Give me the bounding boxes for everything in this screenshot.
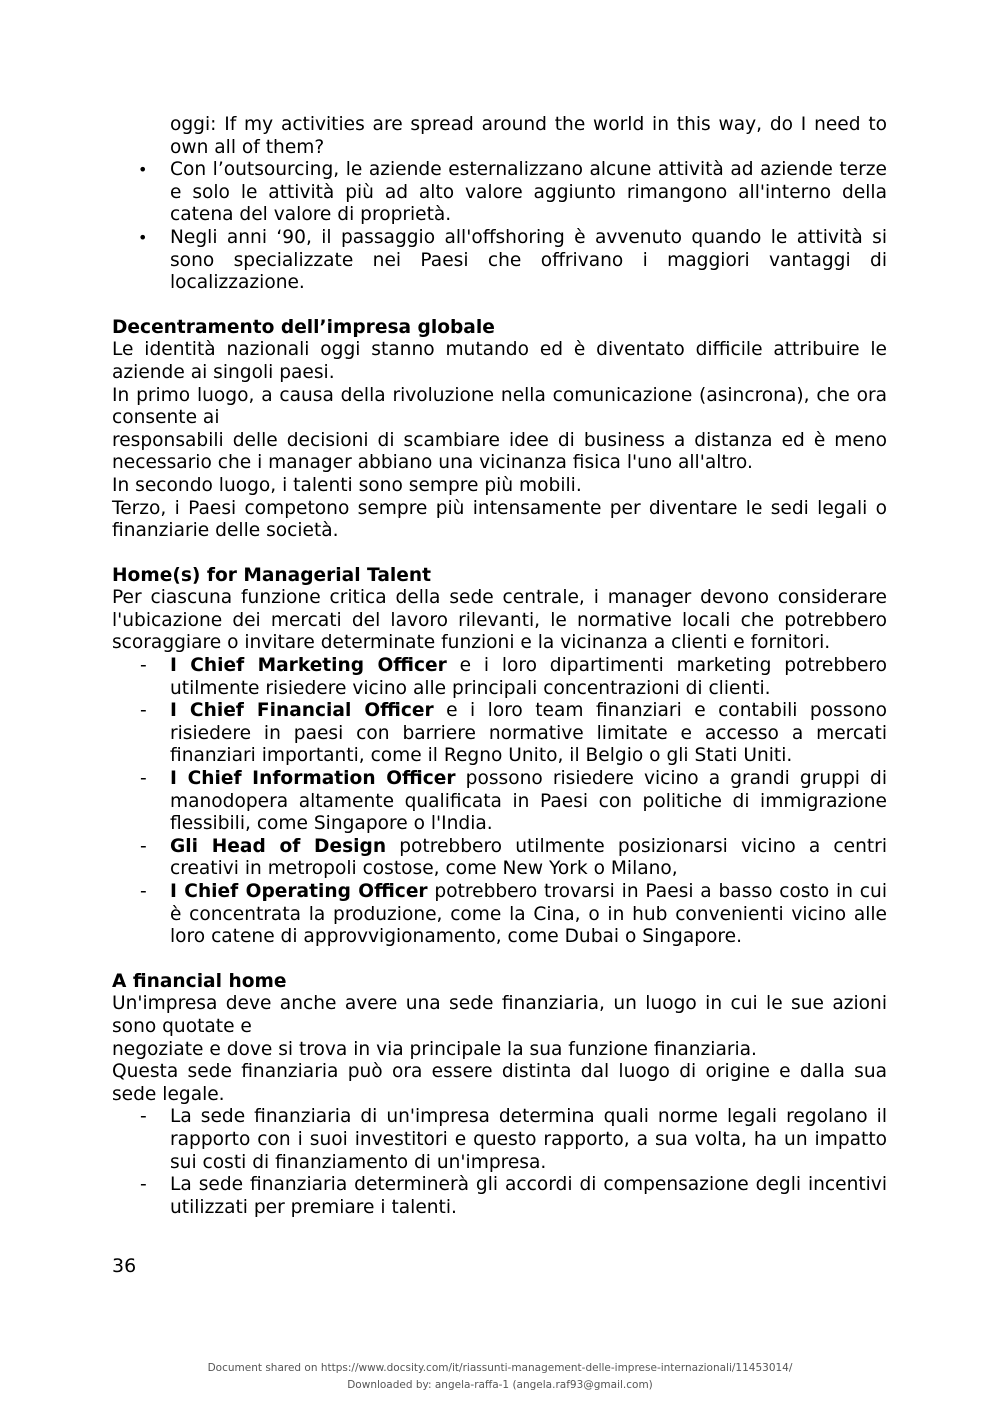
dash-icon: - bbox=[140, 655, 147, 677]
paragraph: Le identità nazionali oggi stanno mutando ed è diventato difficile attribuire le aziende ai singoli paesi. bbox=[112, 339, 887, 383]
dash-icon: - bbox=[140, 835, 147, 857]
list-item bbox=[112, 227, 887, 295]
list-item-text: e i loro dipartimenti marketing potrebbero utilmente risiedere vicino alle principali concentrazioni di clienti. bbox=[170, 655, 887, 699]
intro-bullet-list bbox=[112, 159, 887, 295]
download-footer bbox=[0, 1360, 1000, 1394]
section-heading-managerial-talent: Home(s) for Managerial Talent bbox=[112, 564, 431, 586]
list-item bbox=[112, 836, 887, 881]
section-heading-decentramento: Decentramento dell’impresa globale bbox=[112, 316, 495, 338]
page-number: 36 bbox=[112, 1255, 137, 1277]
managerial-dash-list bbox=[112, 655, 887, 949]
list-item-text: possono risiedere vicino a grandi gruppi di manodopera altamente qualificata in Paesi con politiche di immigrazione flessibili, come Singapore o l'India. bbox=[170, 768, 887, 835]
list-item-text: La sede finanziaria di un'impresa determina quali norme legali regolano il rapporto con i suoi investitori e questo rapporto, a sua volta, ha un impatto sui costi di finanziamento di un'impresa. bbox=[170, 1106, 887, 1173]
list-item-text: Con l’outsourcing, le aziende esternalizzano alcune attività ad aziende terze e solo le attività più ad alto valore aggiunto rimangono all'interno della catena del valore di proprietà. bbox=[170, 159, 887, 226]
list-item bbox=[112, 1106, 887, 1174]
list-item bbox=[112, 159, 887, 227]
list-item-text: La sede finanziaria determinerà gli accordi di compensazione degli incentivi utilizzati per premiare i talenti. bbox=[170, 1174, 887, 1218]
list-item bbox=[112, 655, 887, 700]
role-name: Gli Head of Design bbox=[170, 835, 387, 857]
dash-icon: - bbox=[140, 1106, 147, 1128]
financial-dash-list bbox=[112, 1106, 887, 1219]
bullet-icon: • bbox=[138, 227, 148, 247]
paragraph: In secondo luogo, i talenti sono sempre più mobili. bbox=[112, 474, 582, 496]
list-item bbox=[112, 1174, 887, 1219]
dash-icon: - bbox=[140, 1174, 147, 1196]
downloaded-by-text: Downloaded by: angela-raffa-1 (angela.raf93@gmail.com) bbox=[347, 1379, 653, 1391]
paragraph: negoziate e dove si trova in via principale la sua funzione finanziaria. bbox=[112, 1038, 757, 1060]
dash-icon: - bbox=[140, 881, 147, 902]
role-name: I Chief Information Officer bbox=[170, 768, 456, 790]
continuation-text: oggi: If my activities are spread around the world in this way, do I need to own all of them? bbox=[170, 114, 887, 158]
role-name: I Chief Financial Officer bbox=[170, 700, 434, 722]
list-item-text: potrebbero trovarsi in Paesi a basso costo in cui è concentrata la produzione, come la Cina, o in hub convenienti vicino alle loro catene di approvvigionamento, come Dubai o Singapore. bbox=[170, 881, 887, 948]
role-name: I Chief Operating Officer bbox=[170, 881, 428, 902]
section-heading-financial-home: A financial home bbox=[112, 970, 287, 992]
list-item bbox=[112, 881, 887, 949]
paragraph: responsabili delle decisioni di scambiare idee di business a distanza ed è meno necessario che i manager abbiano una vicinanza fisica l'uno all'altro. bbox=[112, 429, 887, 474]
list-item-text: potrebbero utilmente posizionarsi vicino a centri creativi in metropoli costose, come New York o Milano, bbox=[170, 835, 887, 880]
paragraph: In primo luogo, a causa della rivoluzione nella comunicazione (asincrona), che ora consente ai bbox=[112, 384, 887, 429]
dash-icon: - bbox=[140, 768, 147, 790]
document-page bbox=[112, 114, 887, 1219]
role-name: I Chief Marketing Officer bbox=[170, 655, 447, 677]
paragraph: Terzo, i Paesi competono sempre più intensamente per diventare le sedi legali o finanziarie delle società. bbox=[112, 497, 887, 542]
list-item bbox=[112, 700, 887, 768]
paragraph: Questa sede finanziaria può ora essere distinta dal luogo di origine e dalla sua sede legale. bbox=[112, 1061, 887, 1105]
shared-link-text: Document shared on https://www.docsity.com/it/riassunti-management-delle-imprese-internazionali/11453014/ bbox=[207, 1362, 793, 1374]
paragraph: Un'impresa deve anche avere una sede finanziaria, un luogo in cui le sue azioni sono quotate e bbox=[112, 993, 887, 1037]
paragraph: Per ciascuna funzione critica della sede centrale, i manager devono considerare l'ubicazione dei mercati del lavoro rilevanti, le normative locali che potrebbero scoraggiare o invitare determinate funzioni e la vicinanza a clienti e fornitori. bbox=[112, 587, 887, 654]
list-item bbox=[112, 768, 887, 836]
bullet-icon: • bbox=[138, 160, 148, 180]
dash-icon: - bbox=[140, 700, 147, 722]
list-item-text: Negli anni ‘90, il passaggio all'offshoring è avvenuto quando le attività si sono specializzate nei Paesi che offrivano i maggiori vantaggi di localizzazione. bbox=[170, 226, 887, 294]
list-item-text: e i loro team finanziari e contabili possono risiedere in paesi con barriere normative limitate e accesso a mercati finanziari importanti, come il Regno Unito, il Belgio o gli Stati Uniti. bbox=[170, 700, 887, 767]
